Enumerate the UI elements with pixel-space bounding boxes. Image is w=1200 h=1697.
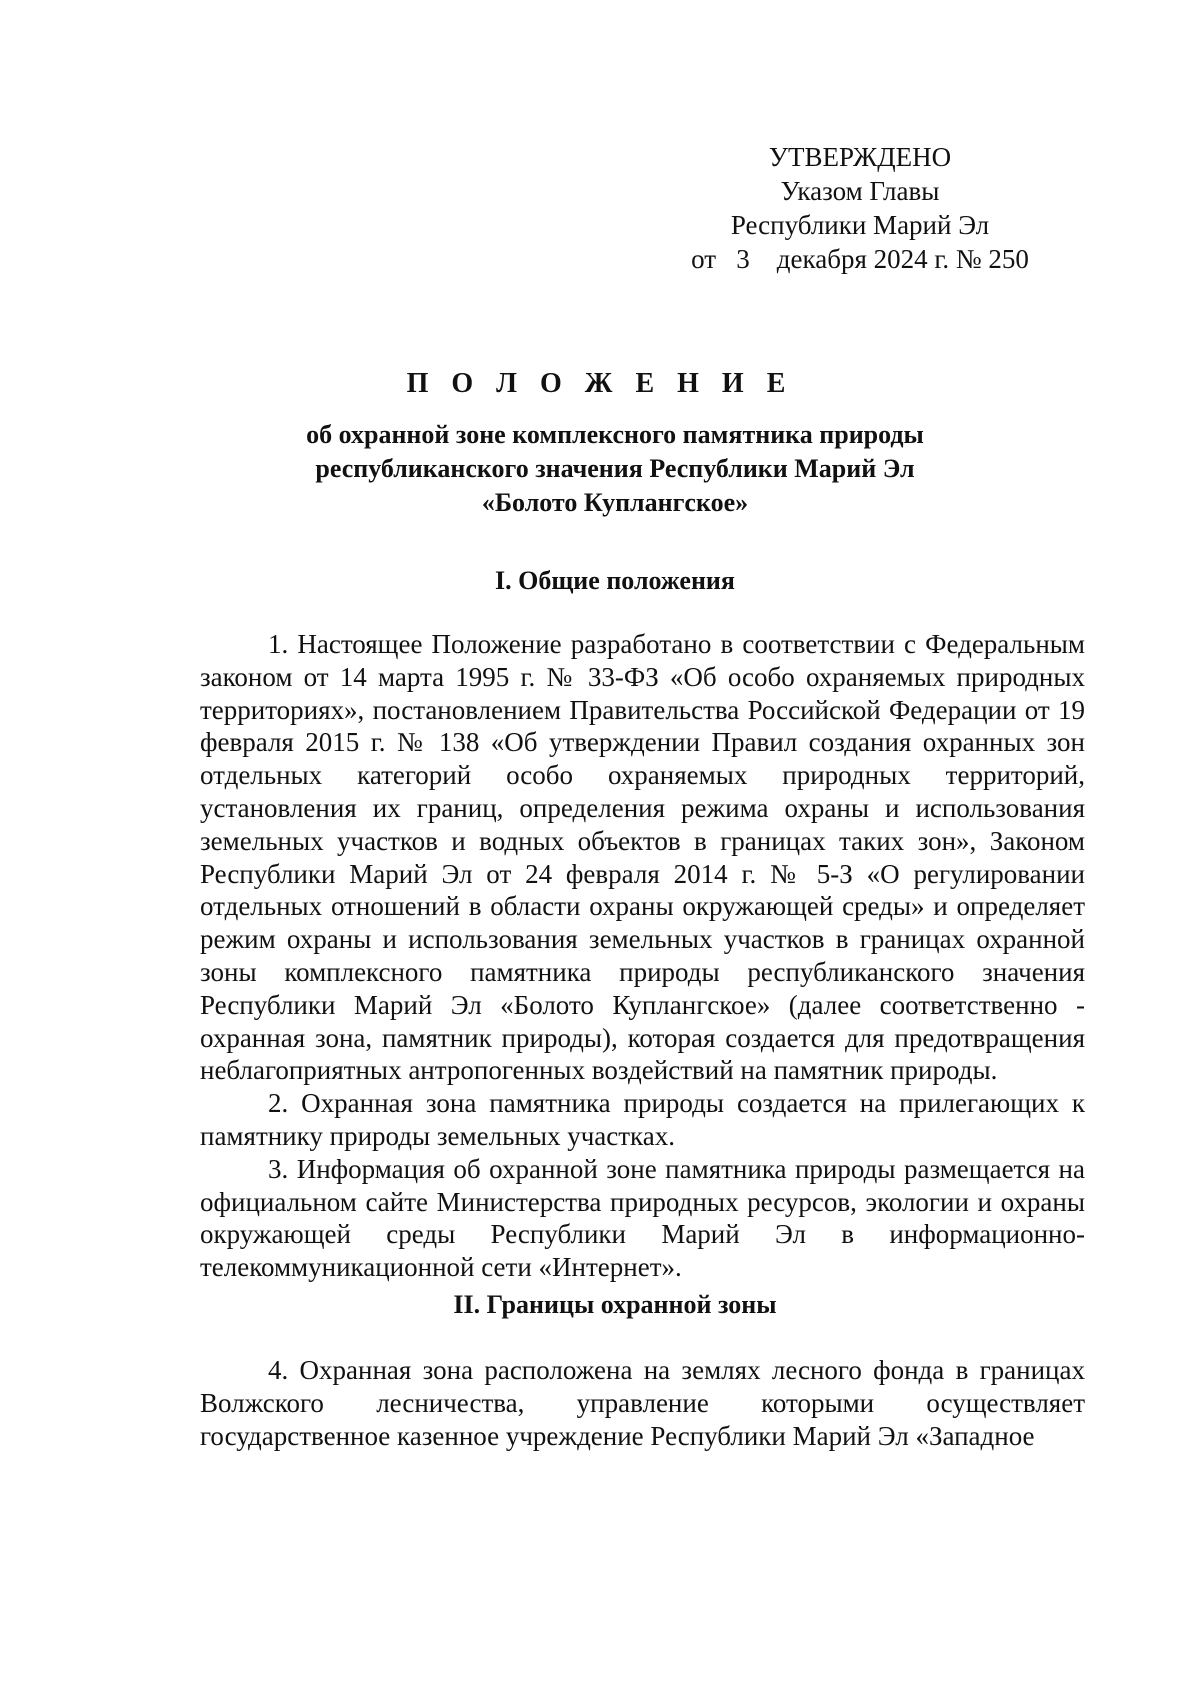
section-2-body: [200, 1354, 1085, 1452]
document-subtitle: [250, 418, 980, 520]
approval-republic: Республики Марий Эл: [730, 210, 990, 240]
approval-approved: УТВЕРЖДЕНО: [768, 142, 952, 172]
section-2-heading: II. Границы охранной зоны: [453, 1290, 777, 1319]
approval-date-line: от 3 декабря 2024 г. № 250: [691, 244, 1029, 274]
paragraph-1: 1. Настоящее Положение разработано в соответствии с Федеральным законом от 14 марта 1995 г. № 33-ФЗ «Об особо охраняемых природных территориях», постановлением Правительства Российской Федерации от 19 февраля 2015 г. № 138 «Об утверждении Правил создания охранных зон отдельных категорий особо охраняемых природных территорий, установления их границ, определения режима охраны и использования земельных участков и водных объектов в границах таких зон», Законом Республики Марий Эл от 24 февраля 2014 г. № 5-З «О регулировании отдельных отношений в области охраны окружающей среды» и определяет режим охраны и использования земельных участков в границах охранной зоны комплексного памятника природы республиканского значения Республики Марий Эл «Болото Куплангское» (далее соответственно - охранная зона, памятник природы), которая создается для предотвращения неблагоприятных антропогенных воздействий на памятник природы.: [200, 629, 1085, 1086]
subtitle-line: «Болото Куплангское»: [481, 488, 749, 517]
section-1-body: [200, 628, 1085, 1284]
paragraph-3: 3. Информация об охранной зоне памятника природы размещается на официальном сайте Министерства природных ресурсов, экологии и охраны окружающей среды Республики Марий Эл в информационно-телекоммуникационной сети «Интернет».: [200, 1153, 1085, 1283]
paragraph-4: 4. Охранная зона расположена на землях лесного фонда в границах Волжского лесничества, управление которыми осуществляет государственное казенное учреждение Республики Марий Эл «Западное: [200, 1355, 1085, 1451]
section-1-heading: I. Общие положения: [495, 566, 735, 595]
paragraph-2: 2. Охранная зона памятника природы создается на прилегающих к памятнику природы земельных участках.: [200, 1088, 1085, 1151]
approval-stamp: [690, 140, 1030, 276]
subtitle-line: республиканского значения Республики Марий Эл: [315, 454, 915, 483]
approval-by-decree: Указом Главы: [780, 176, 940, 206]
document-title: П О Л О Ж Е Н И Е: [406, 368, 794, 399]
subtitle-line: об охранной зоне комплексного памятника природы: [306, 420, 924, 449]
